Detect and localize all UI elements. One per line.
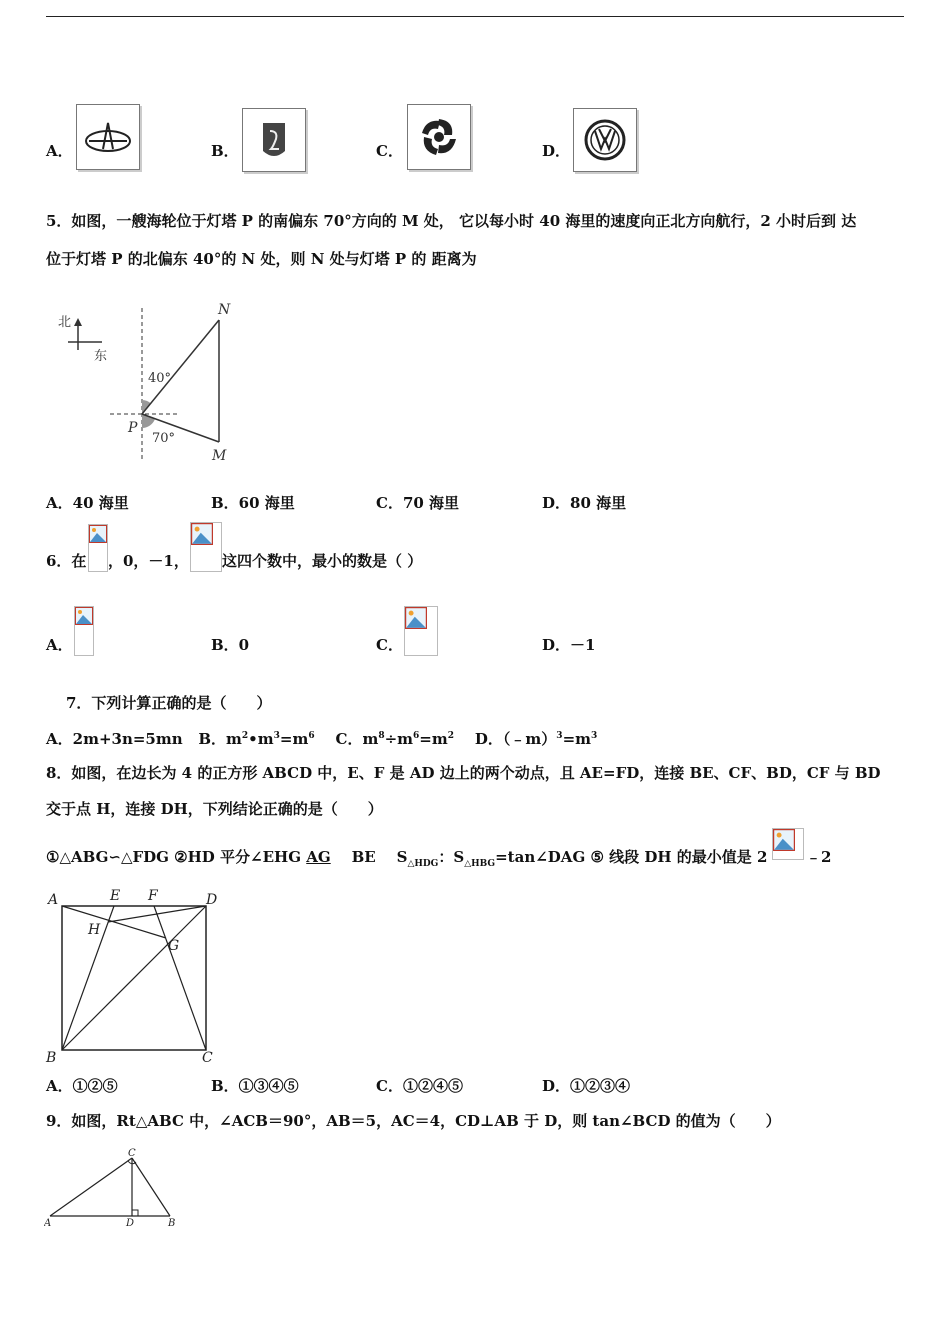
- q8-minus-two: ﹣2: [806, 848, 832, 866]
- q8-option-c: C．①②④⑤: [376, 1077, 463, 1095]
- point-D-label: D: [126, 1218, 135, 1228]
- q8-conclusion-ag: AG: [306, 848, 331, 866]
- broken-image-icon: [190, 522, 222, 572]
- point-B-label: B: [46, 1050, 57, 1066]
- point-A-label: A: [44, 1218, 52, 1228]
- compass-north-label: 北: [58, 315, 72, 330]
- chery-logo-icon: [76, 104, 140, 170]
- q5-stem-line1: 5．如图，一艘海轮位于灯塔 P 的南偏东 70°方向的 M 处， 它以每小时 40 海里的速度向正北方向航行，2 小时后到 达: [46, 212, 857, 230]
- point-P-label: P: [128, 420, 138, 436]
- q6-middle: ，0，－1，: [108, 552, 189, 570]
- broken-image-icon: [74, 606, 94, 656]
- point-C-label: C: [128, 1148, 136, 1159]
- q6-option-a: A．: [46, 636, 73, 654]
- angle-70-label: 70°: [152, 431, 176, 446]
- point-A-label: A: [48, 892, 59, 908]
- q8-conclusion-1-2: ①△ABG∽△FDG ②HD 平分∠EHG: [46, 848, 307, 866]
- point-F-label: F: [148, 888, 158, 904]
- q7-option-b: B．$m^2•m^3=m^6$: [198, 730, 315, 748]
- q4-option-c-label: C．: [376, 142, 403, 160]
- point-E-label: E: [110, 888, 121, 904]
- segment-AC: [50, 1158, 132, 1216]
- point-H-label: H: [88, 922, 101, 938]
- q7-option-d: D．$(﹣m)^3=m^3$: [474, 730, 598, 748]
- right-angle-mark-D: [132, 1210, 138, 1216]
- q5-option-d: D．80 海里: [542, 494, 627, 512]
- angle-40-label: 40°: [148, 371, 172, 386]
- q5-figure: [46, 296, 258, 472]
- volkswagen-logo-icon: [573, 108, 637, 172]
- q4-option-b-label: B．: [211, 142, 239, 160]
- q8-option-d: D．①②③④: [542, 1077, 631, 1095]
- q8-stem-line2: 交于点 H，连接 DH，下列结论正确的是（ ）: [46, 800, 383, 818]
- point-N-label: N: [218, 302, 231, 318]
- q5-option-c: C．70 海里: [376, 494, 460, 512]
- q5-option-b: B．60 海里: [211, 494, 295, 512]
- q6-option-c: C．: [376, 636, 403, 654]
- broken-image-icon: [772, 828, 804, 860]
- compass-north-arrow-icon: [74, 318, 82, 326]
- segment-CF: [154, 906, 206, 1050]
- q6-suffix: 这四个数中，最小的数是（ ）: [222, 552, 423, 570]
- q6-prefix: 6．在: [46, 552, 87, 570]
- point-C-label: C: [202, 1050, 213, 1066]
- q8-figure: [44, 886, 224, 1066]
- compass-east-label: 东: [94, 349, 108, 364]
- q8-conclusions: ①△ABG∽△FDG ②HD 平分∠EHG AG BE $S_{\triangle HDG}$：$S_{\triangle HBG}=\tan\angle DAG$ ⑤ 线段 DH 的最小值是 2: [46, 848, 768, 869]
- point-D-label: D: [206, 892, 218, 908]
- q8-option-a: A．①②⑤: [46, 1077, 118, 1095]
- q9-stem: 9．如图，Rt△ABC 中，∠ACB＝90°，AB＝5，AC＝4，CD⊥AB 于 D，则 tan∠BCD 的值为（ ）: [46, 1112, 781, 1130]
- segment-HD: [108, 906, 206, 922]
- q4-option-d-label: D．: [542, 142, 571, 160]
- segment-PN: [142, 320, 219, 414]
- header-rule: [46, 16, 904, 17]
- point-M-label: M: [212, 448, 227, 464]
- q8-conclusion-be: BE: [351, 848, 376, 866]
- q8-conclusion-tail: =tan∠DAG ⑤ 线段 DH 的最小值是 2: [495, 848, 768, 866]
- q7-stem: 7．下列计算正确的是（ ）: [66, 694, 272, 712]
- q6-option-d: D．－1: [542, 636, 596, 654]
- q7-option-c: C．$m^8\div m^6=m^2$: [335, 730, 455, 748]
- q6-option-b: B．0: [211, 636, 250, 654]
- q5-option-a: A．40 海里: [46, 494, 129, 512]
- q8-stem-line1: 8．如图，在边长为 4 的正方形 ABCD 中，E、F 是 AD 边上的两个动点，且 AE=FD，连接 BE、CF、BD，CF 与 BD: [46, 764, 881, 782]
- shield-logo-icon: [242, 108, 306, 172]
- segment-CB: [132, 1158, 170, 1216]
- swirl-logo-icon: [407, 104, 471, 170]
- q9-figure: [44, 1148, 180, 1228]
- point-G-label: G: [168, 938, 180, 954]
- q7-option-a: A．2m+3n=5mn: [46, 730, 183, 748]
- q7-options: [46, 728, 597, 749]
- segment-AG: [62, 906, 166, 938]
- broken-image-icon: [404, 606, 438, 656]
- q4-option-a-label: A．: [46, 142, 73, 160]
- point-B-label: B: [168, 1218, 176, 1228]
- broken-image-icon: [88, 524, 108, 572]
- q8-option-b: B．①③④⑤: [211, 1077, 299, 1095]
- q5-stem-line2: 位于灯塔 P 的北偏东 40°的 N 处，则 N 处与灯塔 P 的 距离为: [46, 250, 477, 268]
